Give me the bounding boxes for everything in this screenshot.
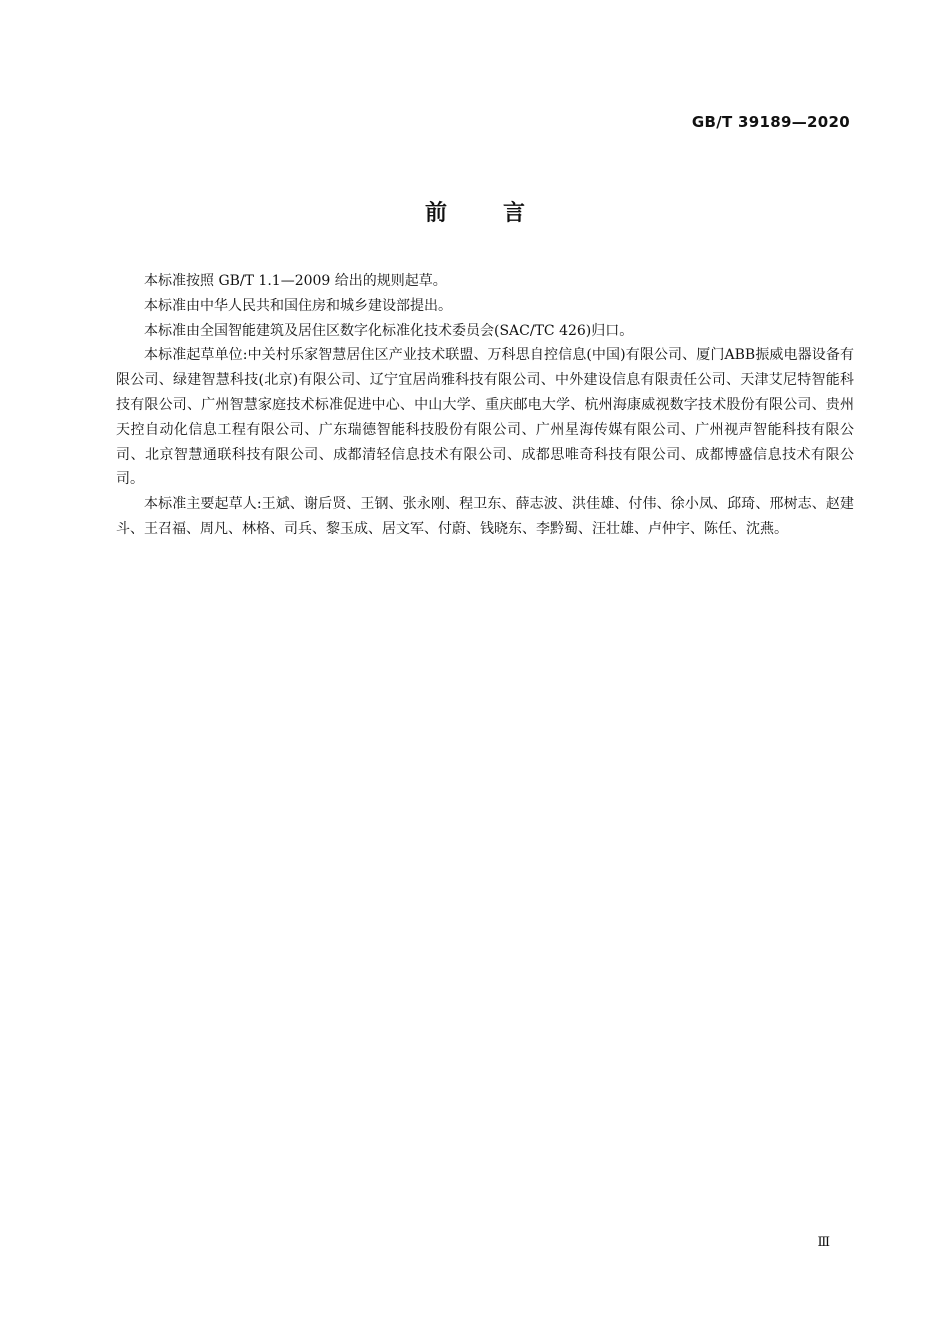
page-number: Ⅲ (817, 1235, 830, 1250)
foreword-body (116, 269, 854, 542)
paragraph-proposer: 本标准由中华人民共和国住房和城乡建设部提出。 (144, 297, 452, 314)
standard-number: GB/T 39189—2020 (691, 113, 850, 131)
paragraph-drafting-rules: 本标准按照 GB/T 1.1—2009 给出的规则起草。 (144, 273, 447, 289)
paragraph-drafters: 本标准主要起草人:王斌、谢后贤、王钢、张永刚、程卫东、薛志波、洪佳雄、付伟、徐小凤、邱琦、邢树志、赵建斗、王召福、周凡、林格、司兵、黎玉成、居文军、付蔚、钱晓东、李黔蜀、汪壮雄、卢仲宇、陈任、沈燕。 (116, 496, 854, 537)
page-title: 前言 (424, 201, 581, 226)
paragraph-drafting-units: 本标准起草单位:中关村乐家智慧居住区产业技术联盟、万科思自控信息(中国)有限公司、厦门ABB振威电器设备有限公司、绿建智慧科技(北京)有限公司、辽宁宜居尚雅科技有限公司、中外建设信息有限责任公司、天津艾尼特智能科技有限公司、广州智慧家庭技术标准促进中心、中山大学、重庆邮电大学、杭州海康威视数字技术股份有限公司、贵州天控自动化信息工程有限公司、广东瑞德智能科技股份有限公司、广州星海传媒有限公司、广州视声智能科技有限公司、北京智慧通联科技有限公司、成都清轻信息技术有限公司、成都思唯奇科技有限公司、成都博盛信息技术有限公司。 (116, 347, 854, 488)
paragraph-administrator: 本标准由全国智能建筑及居住区数字化标准化技术委员会(SAC/TC 426)归口。 (144, 322, 634, 339)
